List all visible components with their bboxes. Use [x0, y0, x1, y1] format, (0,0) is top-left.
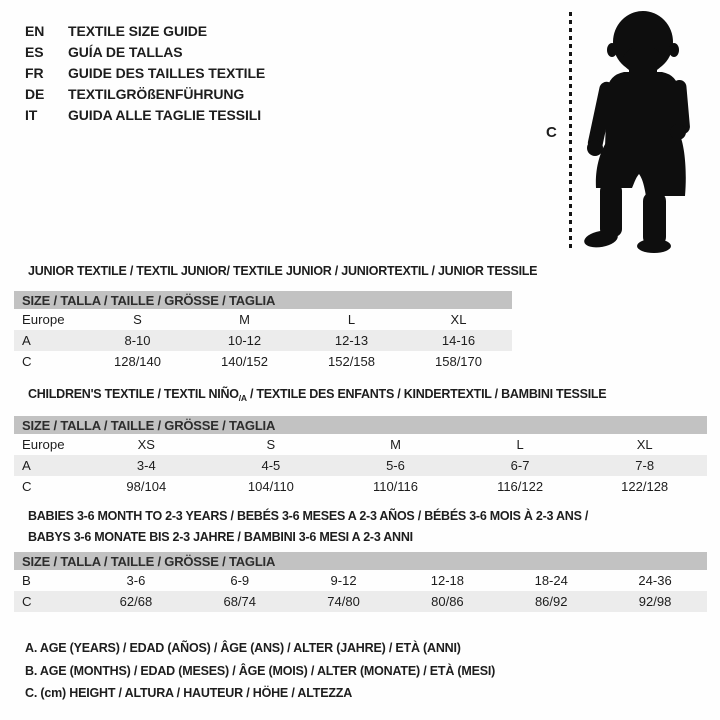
children-title-prefix: CHILDREN'S TEXTILE / TEXTIL NIÑO — [28, 387, 239, 401]
age-cell: 3-6 — [126, 573, 146, 588]
size-cell: S — [266, 437, 276, 452]
table-row-europe — [14, 434, 707, 455]
height-measure-line — [569, 12, 572, 250]
row-label: C — [22, 354, 32, 369]
size-header-bar: SIZE / TALLA / TAILLE / GRÖSSE / TAGLIA — [14, 416, 707, 434]
language-code: IT — [25, 106, 38, 123]
size-cell: XS — [137, 437, 155, 452]
size-cell: M — [390, 437, 401, 452]
toddler-silhouette-icon — [582, 8, 707, 258]
children-title-suffix: / TEXTILE DES ENFANTS / KINDERTEXTIL / BAMBINI TESSILE — [246, 387, 607, 401]
age-cell: 6-9 — [230, 573, 250, 588]
height-cell: 158/170 — [435, 354, 482, 369]
row-label: A — [22, 458, 31, 473]
junior-size-table — [14, 291, 512, 372]
language-code: EN — [25, 23, 45, 40]
row-label: B — [22, 573, 31, 588]
height-cell: 92/98 — [638, 594, 672, 609]
row-label: C — [22, 479, 32, 494]
footnote-height-cm: C. (cm) HEIGHT / ALTURA / HAUTEUR / HÖHE / ALTEZZA — [25, 686, 353, 701]
guide-title-fr: GUIDE DES TAILLES TEXTILE — [68, 64, 266, 81]
table-row-europe — [14, 309, 512, 330]
language-row-fr — [25, 63, 265, 84]
size-cell: L — [347, 312, 356, 327]
row-label: Europe — [22, 312, 65, 327]
language-code: FR — [25, 64, 44, 81]
size-cell: XL — [636, 437, 653, 452]
footnote-age-years: A. AGE (YEARS) / EDAD (AÑOS) / ÂGE (ANS) / ALTER (JAHRE) / ETÀ (ANNI) — [25, 641, 461, 655]
language-row-en — [25, 21, 265, 42]
table-row-height — [14, 351, 512, 372]
language-row-de — [25, 83, 265, 104]
age-cell: 9-12 — [330, 573, 357, 588]
height-cell: 104/110 — [247, 479, 294, 494]
age-cell: 10-12 — [227, 333, 262, 348]
height-cell: 116/122 — [497, 479, 544, 494]
row-label: A — [22, 333, 31, 348]
size-cell: S — [133, 312, 142, 327]
guide-title-de: TEXTILGRÖßENFÜHRUNG — [68, 85, 245, 102]
table-row-age — [14, 455, 707, 476]
age-cell: 18-24 — [534, 573, 568, 588]
legend-footnotes — [25, 641, 495, 709]
size-cell: XL — [450, 312, 467, 327]
children-table-title — [28, 384, 606, 409]
table-row-height — [14, 591, 707, 612]
height-cell: 128/140 — [114, 354, 161, 369]
babies-size-table — [14, 552, 707, 612]
size-cell: L — [516, 437, 524, 452]
table-row-age-months — [14, 570, 707, 591]
age-cell: 8-10 — [124, 333, 151, 348]
height-cell: 74/80 — [327, 594, 360, 609]
language-title-list — [25, 21, 265, 125]
guide-title-es: GUÍA DE TALLAS — [68, 44, 183, 61]
height-cell: 68/74 — [223, 594, 257, 609]
age-cell: 4-5 — [261, 458, 281, 473]
junior-table-title: JUNIOR TEXTILE / TEXTIL JUNIOR/ TEXTILE JUNIOR / JUNIORTEXTIL / JUNIOR TESSILE — [28, 264, 538, 278]
height-cell: 86/92 — [534, 594, 568, 609]
age-cell: 3-4 — [136, 458, 156, 473]
height-cell: 110/116 — [372, 479, 419, 494]
guide-title-en: TEXTILE SIZE GUIDE — [68, 23, 207, 40]
babies-title-line2: BABYS 3-6 MONATE BIS 2-3 JAHRE / BAMBINI 3-6 MESI A 2-3 ANNI — [28, 530, 413, 544]
age-cell: 12-18 — [430, 573, 465, 588]
children-size-table — [14, 416, 707, 497]
size-header-bar: SIZE / TALLA / TAILLE / GRÖSSE / TAGLIA — [14, 291, 512, 309]
table-row-age — [14, 330, 512, 351]
age-cell: 5-6 — [386, 458, 405, 473]
row-label: Europe — [22, 437, 65, 452]
size-header-bar: SIZE / TALLA / TAILLE / GRÖSSE / TAGLIA — [14, 552, 707, 570]
height-cell: 122/128 — [621, 479, 669, 494]
row-label: C — [22, 594, 32, 609]
language-row-it — [25, 104, 265, 125]
height-cell: 62/68 — [119, 594, 153, 609]
age-cell: 7-8 — [635, 458, 655, 473]
babies-table-title — [28, 506, 588, 548]
footnote-age-months: B. AGE (MONTHS) / EDAD (MESES) / ÂGE (MOIS) / ALTER (MONATE) / ETÀ (MESI) — [25, 663, 496, 678]
language-code: ES — [25, 44, 44, 61]
height-cell: 152/158 — [328, 354, 375, 369]
age-cell: 12-13 — [334, 333, 369, 348]
babies-title-line1: BABIES 3-6 MONTH TO 2-3 YEARS / BEBÉS 3-6 MESES A 2-3 AÑOS / BÉBÉS 3-6 MOIS À 2-3 ANS / — [28, 509, 589, 523]
children-title-subscript: /A — [238, 393, 247, 403]
language-code: DE — [25, 85, 45, 102]
language-row-es — [25, 42, 265, 63]
height-cell: 98/104 — [126, 479, 167, 494]
table-row-height — [14, 476, 707, 497]
height-cell: 140/152 — [221, 354, 268, 369]
guide-title-it: GUIDA ALLE TAGLIE TESSILI — [68, 106, 261, 123]
age-cell: 14-16 — [441, 333, 476, 348]
size-cell: M — [239, 312, 250, 327]
age-cell: 6-7 — [510, 458, 530, 473]
height-measure-label: C — [546, 124, 557, 141]
age-cell: 24-36 — [638, 573, 672, 588]
height-cell: 80/86 — [431, 594, 464, 609]
